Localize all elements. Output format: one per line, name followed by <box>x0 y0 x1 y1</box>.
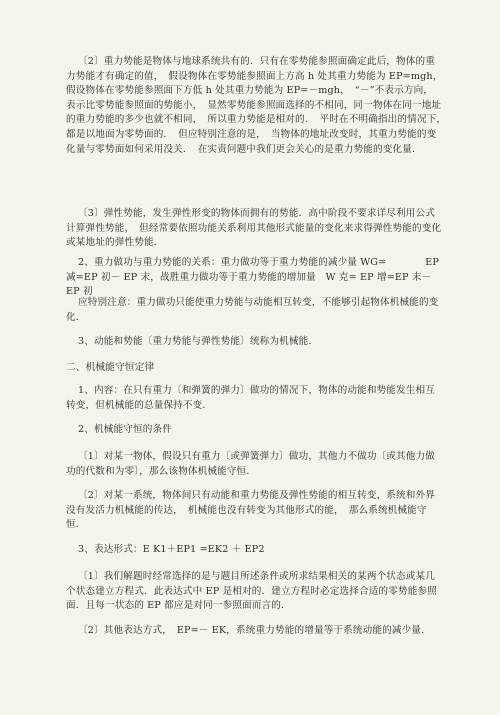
paragraph-conditions-heading: 2、机械能守恒的条件 <box>78 424 172 435</box>
paragraph-elastic-potential: 〔3〕弹性势能，发生弹性形变的物体而拥有的势能．高中阶段不要求详尽利用公式计算弹性势能， 但经常要依照功能关系利用其他形式能量的变化来求得弹性势能的变化或某地址的弹性势能． <box>66 208 442 249</box>
paragraph-content: 1、内容：在只有重力〔和弹簧的弹力〕做功的情况下，物体的动能和势能发生相互转变，但机械能的总量保持不变． <box>66 385 436 411</box>
paragraph-expression-2: 〔2〕其他表达方式， EP=－ EK，系统重力势能的增量等于系统动能的减少量． <box>78 625 431 636</box>
paragraph-condition-single-object: 〔1〕对某一物体，假设只有重力〔或弹簧弹力〕做功，其他力不做功〔或其他力做功的代数和为零〕，那么该物体机械能守恒． <box>66 451 436 477</box>
paragraph-gravity-work-relation: 2、重力做功与重力势能的关系：重力做功等于重力势能的减少量 WG= EP 减=EP 初－ EP 末，战胜重力做功等于重力势能的增加量 W 克= EP 增=EP 末－EP 初 <box>66 257 443 298</box>
paragraph-mechanical-energy-definition: 3、动能和势能〔重力势能与弹性势能〕统称为机械能． <box>78 336 319 347</box>
section-heading-conservation: 二、机械能守恒定律 <box>66 362 155 373</box>
paragraph-condition-system: 〔2〕对某一系统，物体间只有动能和重力势能及弹性势能的相互转变，系统和外界没有发活力机械能的传达， 机械能也没有转变为其他形式的能， 那么系统机械能守恒． <box>66 490 436 531</box>
paragraph-note: 应特别注意：重力做功只能使重力势能与动能相互转变，不能够引起物体机械能的变化． <box>66 297 439 323</box>
paragraph-gravity-potential-relative: 〔2〕重力势能是物体与地球系统共有的．只有在零势能参照面确定此后，物体的重力势能才有确定的值， 假设物体在零势能参照面上方高 h 处其重力势能为 EP=mgh，假设物体在零势能参照面下方低 h 处其重力势能为 EP=－mgh， “－”不表示方向， 表示比零势能参照面的势能小， 显然零势能参照面选择的不相同，同一物体在同一地址的重力势能的多少也就不相同， 所以重力势能是相对的． 平时在不明确指出的情况下， 都是以地面为零势面的． 但应特别注意的是， 当物体的地址改变时，其重力势能的变化量与零势面如何采用没关． 在实责问题中我们更会关心的是重力势能的变化量． <box>66 56 452 155</box>
paragraph-expression-forms: 3、表达形式：E K1＋EP1 =EK2 ＋ EP2 <box>78 544 265 555</box>
paragraph-expression-1: 〔1〕我们解题时经常选择的是与题目所述条件或所求结果相关的某两个状态或某几个状态建立方程式．此表达式中 EP 是相对的．建立方程时必定选择合适的零势能参照面．且每一状态的 EP 都应是对同一参照面而言的． <box>66 571 437 612</box>
